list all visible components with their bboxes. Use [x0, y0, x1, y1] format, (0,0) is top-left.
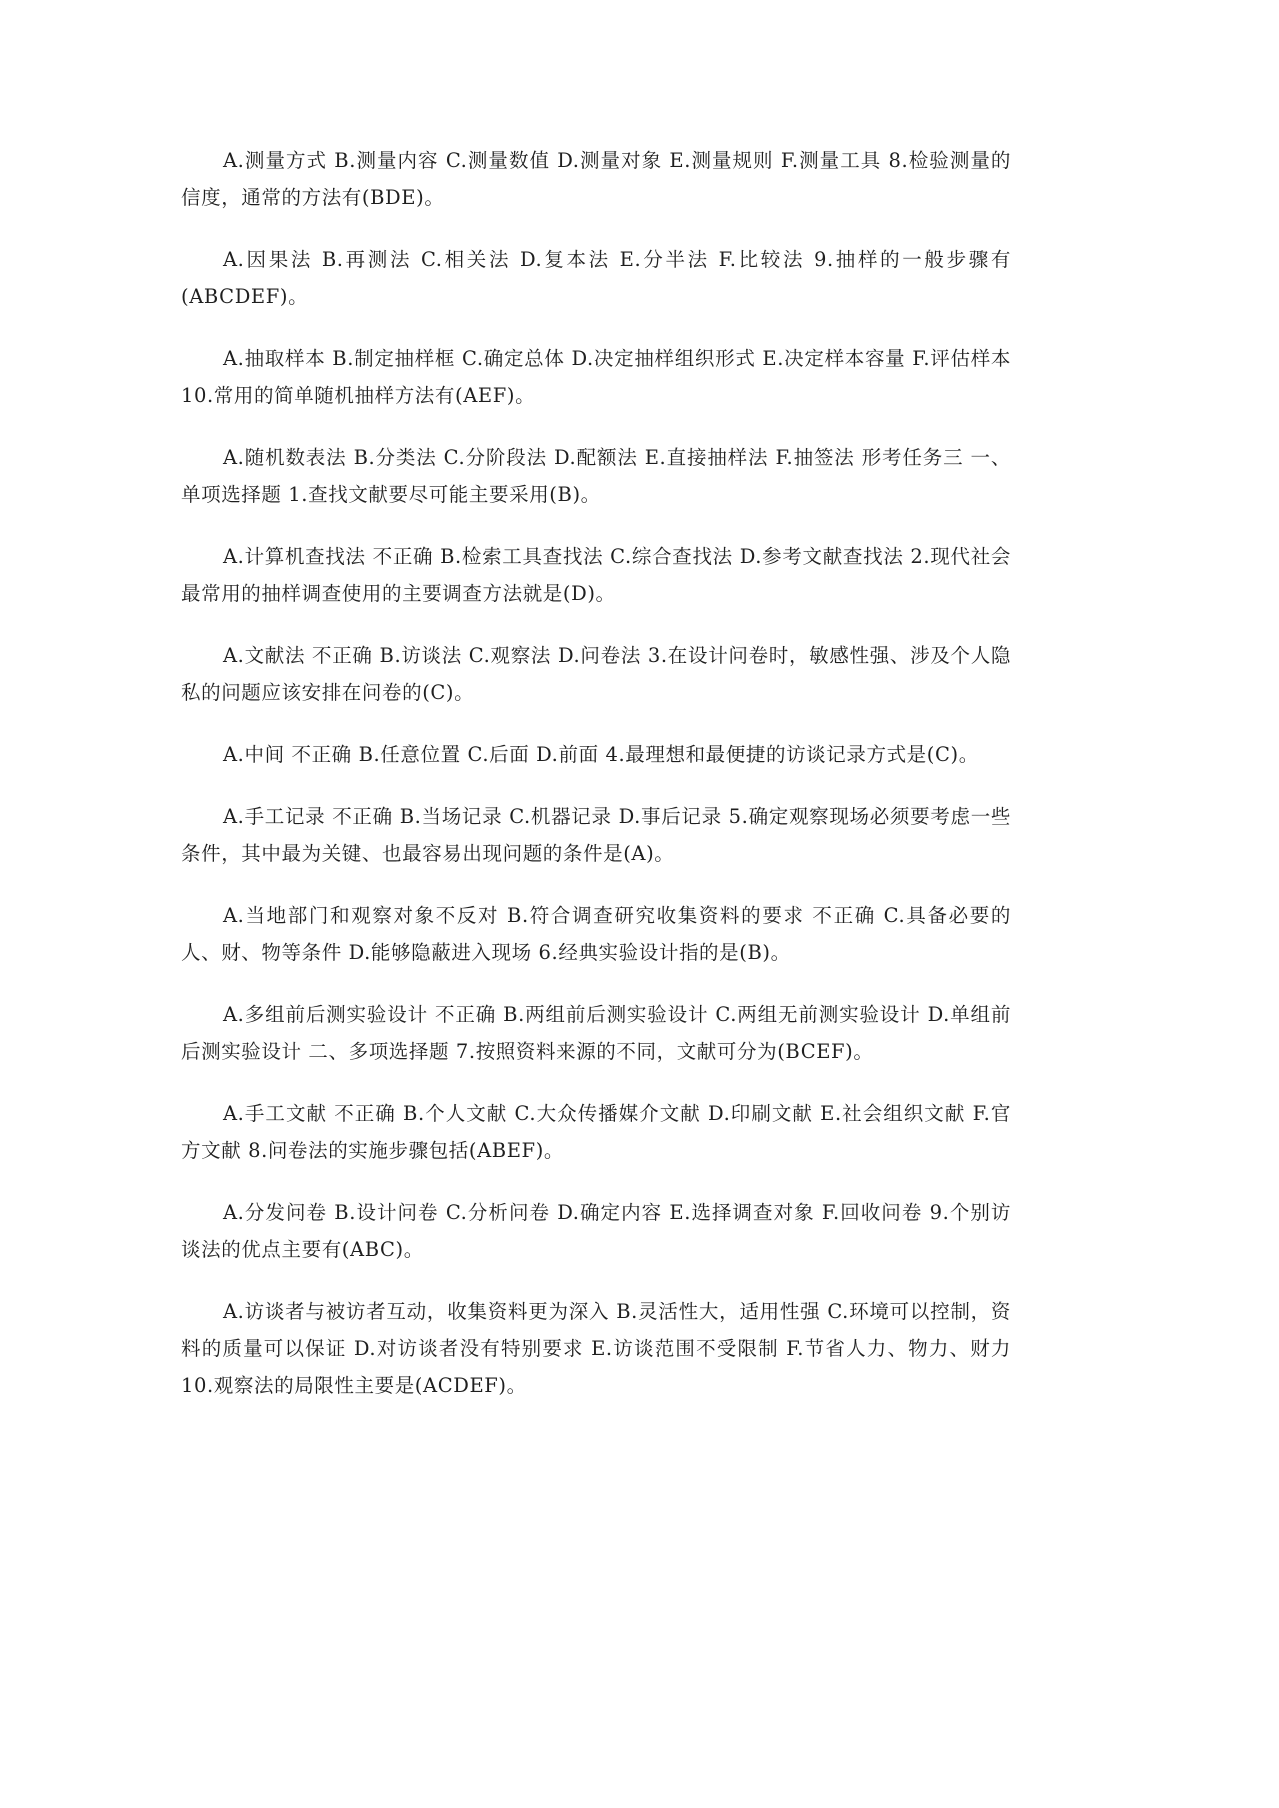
paragraph-5: A.计算机查找法 不正确 B.检索工具查找法 C.综合查找法 D.参考文献查找法 2.现代社会最常用的抽样调查使用的主要调查方法就是(D)。	[181, 545, 1011, 605]
paragraph-2: A.因果法 B.再测法 C.相关法 D.复本法 E.分半法 F.比较法 9.抽样的一般步骤有(ABCDEF)。	[181, 248, 1011, 308]
paragraph-4: A.随机数表法 B.分类法 C.分阶段法 D.配额法 E.直接抽样法 F.抽签法 形考任务三 一、单项选择题 1.查找文献要尽可能主要采用(B)。	[181, 446, 1011, 506]
document-body	[181, 142, 1011, 1429]
paragraph-10: A.多组前后测实验设计 不正确 B.两组前后测实验设计 C.两组无前测实验设计 D.单组前后测实验设计 二、多项选择题 7.按照资料来源的不同，文献可分为(BCEF)。	[181, 1003, 1011, 1063]
paragraph-3: A.抽取样本 B.制定抽样框 C.确定总体 D.决定抽样组织形式 E.决定样本容量 F.评估样本 10.常用的简单随机抽样方法有(AEF)。	[181, 347, 1011, 407]
paragraph-9: A.当地部门和观察对象不反对 B.符合调查研究收集资料的要求 不正确 C.具备必要的人、财、物等条件 D.能够隐蔽进入现场 6.经典实验设计指的是(B)。	[181, 904, 1011, 964]
paragraph-13: A.访谈者与被访者互动，收集资料更为深入 B.灵活性大，适用性强 C.环境可以控制，资料的质量可以保证 D.对访谈者没有特别要求 E.访谈范围不受限制 F.节省人力、物力、财力 10.观察法的局限性主要是(ACDEF)。	[181, 1300, 1011, 1397]
paragraph-12: A.分发问卷 B.设计问卷 C.分析问卷 D.确定内容 E.选择调查对象 F.回收问卷 9.个别访谈法的优点主要有(ABC)。	[181, 1201, 1011, 1261]
paragraph-8: A.手工记录 不正确 B.当场记录 C.机器记录 D.事后记录 5.确定观察现场必须要考虑一些条件，其中最为关键、也最容易出现问题的条件是(A)。	[181, 805, 1011, 865]
paragraph-1: A.测量方式 B.测量内容 C.测量数值 D.测量对象 E.测量规则 F.测量工具 8.检验测量的信度，通常的方法有(BDE)。	[181, 149, 1011, 209]
paragraph-11: A.手工文献 不正确 B.个人文献 C.大众传播媒介文献 D.印刷文献 E.社会组织文献 F.官方文献 8.问卷法的实施步骤包括(ABEF)。	[181, 1102, 1011, 1162]
paragraph-7: A.中间 不正确 B.任意位置 C.后面 D.前面 4.最理想和最便捷的访谈记录方式是(C)。	[223, 743, 979, 766]
paragraph-6: A.文献法 不正确 B.访谈法 C.观察法 D.问卷法 3.在设计问卷时，敏感性强、涉及个人隐私的问题应该安排在问卷的(C)。	[181, 644, 1011, 704]
